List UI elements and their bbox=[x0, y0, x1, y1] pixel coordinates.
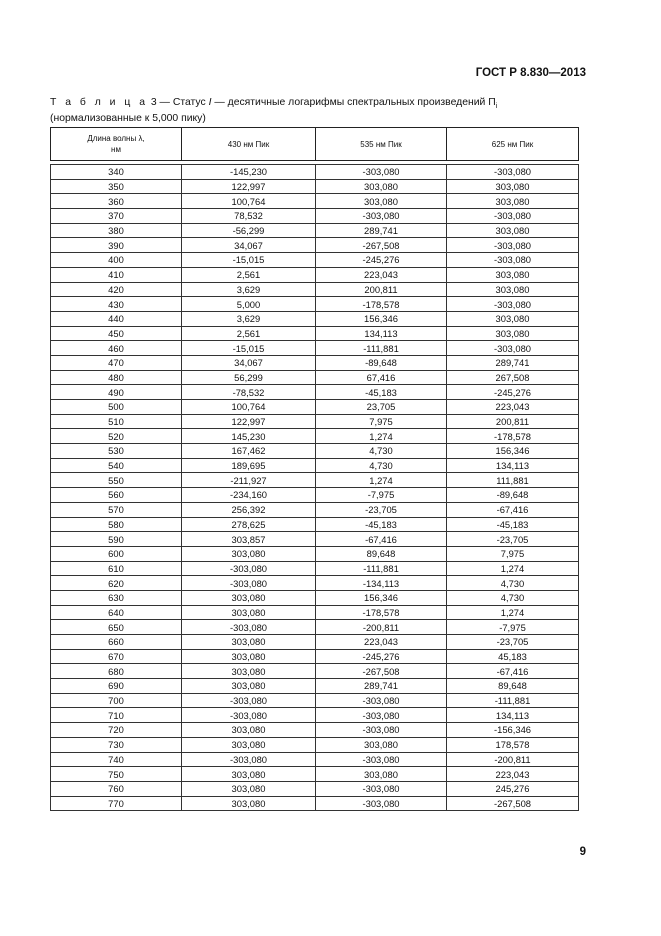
cell-wavelength: 740 bbox=[51, 752, 182, 767]
table-row bbox=[51, 444, 579, 459]
cell-625-peak: 303,080 bbox=[447, 223, 579, 238]
table-row bbox=[51, 488, 579, 503]
cell-535-peak: 156,346 bbox=[316, 311, 447, 326]
cell-430-peak: 303,080 bbox=[182, 664, 316, 679]
cell-625-peak: 45,183 bbox=[447, 649, 579, 664]
cell-wavelength: 750 bbox=[51, 767, 182, 782]
table-row bbox=[51, 458, 579, 473]
cell-625-peak: 223,043 bbox=[447, 400, 579, 415]
caption-subscript: i bbox=[495, 103, 498, 111]
cell-430-peak: 303,080 bbox=[182, 767, 316, 782]
cell-wavelength: 400 bbox=[51, 253, 182, 268]
cell-625-peak: 134,113 bbox=[447, 458, 579, 473]
cell-625-peak: -111,881 bbox=[447, 693, 579, 708]
cell-wavelength: 540 bbox=[51, 458, 182, 473]
cell-wavelength: 710 bbox=[51, 708, 182, 723]
cell-wavelength: 440 bbox=[51, 311, 182, 326]
cell-535-peak: -178,578 bbox=[316, 297, 447, 312]
cell-535-peak: -303,080 bbox=[316, 752, 447, 767]
cell-535-peak: -23,705 bbox=[316, 502, 447, 517]
cell-535-peak: 23,705 bbox=[316, 400, 447, 415]
cell-625-peak: 7,975 bbox=[447, 546, 579, 561]
cell-wavelength: 510 bbox=[51, 414, 182, 429]
cell-535-peak: -267,508 bbox=[316, 664, 447, 679]
cell-430-peak: 2,561 bbox=[182, 326, 316, 341]
cell-430-peak: -15,015 bbox=[182, 341, 316, 356]
table-caption bbox=[50, 97, 590, 125]
table-row bbox=[51, 620, 579, 635]
table-row bbox=[51, 693, 579, 708]
cell-wavelength: 730 bbox=[51, 737, 182, 752]
cell-535-peak: 303,080 bbox=[316, 767, 447, 782]
cell-430-peak: -303,080 bbox=[182, 752, 316, 767]
cell-535-peak: -7,975 bbox=[316, 488, 447, 503]
table-row bbox=[51, 253, 579, 268]
cell-430-peak: 303,080 bbox=[182, 605, 316, 620]
cell-430-peak: -303,080 bbox=[182, 576, 316, 591]
cell-625-peak: 303,080 bbox=[447, 282, 579, 297]
cell-625-peak: -303,080 bbox=[447, 209, 579, 224]
cell-535-peak: -45,183 bbox=[316, 517, 447, 532]
cell-wavelength: 610 bbox=[51, 561, 182, 576]
cell-625-peak: 200,811 bbox=[447, 414, 579, 429]
cell-625-peak: 4,730 bbox=[447, 576, 579, 591]
cell-625-peak: -303,080 bbox=[447, 165, 579, 180]
cell-430-peak: 303,080 bbox=[182, 737, 316, 752]
table-header bbox=[50, 127, 579, 161]
header-535-peak: 535 нм Пик bbox=[316, 128, 447, 161]
cell-535-peak: -303,080 bbox=[316, 165, 447, 180]
cell-625-peak: 303,080 bbox=[447, 326, 579, 341]
cell-625-peak: 303,080 bbox=[447, 179, 579, 194]
table-row bbox=[51, 355, 579, 370]
table-row bbox=[51, 297, 579, 312]
cell-625-peak: -23,705 bbox=[447, 532, 579, 547]
cell-wavelength: 530 bbox=[51, 444, 182, 459]
cell-625-peak: -303,080 bbox=[447, 341, 579, 356]
cell-430-peak: 100,764 bbox=[182, 400, 316, 415]
table-row bbox=[51, 723, 579, 738]
cell-430-peak: 189,695 bbox=[182, 458, 316, 473]
table-row bbox=[51, 370, 579, 385]
cell-535-peak: 4,730 bbox=[316, 444, 447, 459]
cell-430-peak: 56,299 bbox=[182, 370, 316, 385]
cell-wavelength: 470 bbox=[51, 355, 182, 370]
table-row bbox=[51, 223, 579, 238]
cell-625-peak: 303,080 bbox=[447, 267, 579, 282]
table-row bbox=[51, 400, 579, 415]
cell-535-peak: 303,080 bbox=[316, 737, 447, 752]
table-row bbox=[51, 194, 579, 209]
caption-text-tail: (нормализованные к 5,000 пику) bbox=[50, 113, 206, 125]
cell-wavelength: 680 bbox=[51, 664, 182, 679]
cell-430-peak: 78,532 bbox=[182, 209, 316, 224]
cell-535-peak: -303,080 bbox=[316, 781, 447, 796]
header-wavelength: Длина волны λ, нм bbox=[51, 128, 182, 161]
cell-535-peak: 7,975 bbox=[316, 414, 447, 429]
cell-wavelength: 390 bbox=[51, 238, 182, 253]
cell-535-peak: 289,741 bbox=[316, 223, 447, 238]
cell-535-peak: -267,508 bbox=[316, 238, 447, 253]
cell-625-peak: 89,648 bbox=[447, 679, 579, 694]
cell-430-peak: -145,230 bbox=[182, 165, 316, 180]
cell-430-peak: 303,080 bbox=[182, 781, 316, 796]
cell-430-peak: -234,160 bbox=[182, 488, 316, 503]
cell-wavelength: 550 bbox=[51, 473, 182, 488]
table-row bbox=[51, 179, 579, 194]
caption-label: Т а б л и ц а bbox=[50, 97, 148, 108]
table-row bbox=[51, 267, 579, 282]
header-430-peak: 430 нм Пик bbox=[182, 128, 316, 161]
table-row bbox=[51, 385, 579, 400]
cell-625-peak: 267,508 bbox=[447, 370, 579, 385]
cell-625-peak: 289,741 bbox=[447, 355, 579, 370]
cell-535-peak: -303,080 bbox=[316, 209, 447, 224]
cell-wavelength: 700 bbox=[51, 693, 182, 708]
cell-430-peak: 167,462 bbox=[182, 444, 316, 459]
cell-wavelength: 580 bbox=[51, 517, 182, 532]
table-row bbox=[51, 590, 579, 605]
cell-535-peak: -200,811 bbox=[316, 620, 447, 635]
cell-wavelength: 500 bbox=[51, 400, 182, 415]
cell-wavelength: 430 bbox=[51, 297, 182, 312]
cell-wavelength: 410 bbox=[51, 267, 182, 282]
cell-535-peak: 303,080 bbox=[316, 194, 447, 209]
table-row bbox=[51, 473, 579, 488]
cell-430-peak: -56,299 bbox=[182, 223, 316, 238]
cell-535-peak: 156,346 bbox=[316, 590, 447, 605]
cell-535-peak: -303,080 bbox=[316, 723, 447, 738]
cell-wavelength: 770 bbox=[51, 796, 182, 811]
cell-625-peak: -67,416 bbox=[447, 664, 579, 679]
table-row bbox=[51, 517, 579, 532]
cell-625-peak: -89,648 bbox=[447, 488, 579, 503]
cell-430-peak: 303,857 bbox=[182, 532, 316, 547]
cell-wavelength: 360 bbox=[51, 194, 182, 209]
cell-430-peak: 303,080 bbox=[182, 723, 316, 738]
cell-430-peak: 3,629 bbox=[182, 311, 316, 326]
cell-625-peak: 303,080 bbox=[447, 311, 579, 326]
cell-wavelength: 560 bbox=[51, 488, 182, 503]
cell-625-peak: -156,346 bbox=[447, 723, 579, 738]
cell-wavelength: 570 bbox=[51, 502, 182, 517]
cell-430-peak: 2,561 bbox=[182, 267, 316, 282]
table-row bbox=[51, 311, 579, 326]
cell-430-peak: 3,629 bbox=[182, 282, 316, 297]
cell-wavelength: 350 bbox=[51, 179, 182, 194]
cell-535-peak: -45,183 bbox=[316, 385, 447, 400]
cell-535-peak: -111,881 bbox=[316, 561, 447, 576]
cell-625-peak: -267,508 bbox=[447, 796, 579, 811]
cell-625-peak: -23,705 bbox=[447, 635, 579, 650]
cell-wavelength: 670 bbox=[51, 649, 182, 664]
cell-535-peak: 67,416 bbox=[316, 370, 447, 385]
cell-wavelength: 690 bbox=[51, 679, 182, 694]
cell-535-peak: -89,648 bbox=[316, 355, 447, 370]
cell-wavelength: 720 bbox=[51, 723, 182, 738]
cell-430-peak: -15,015 bbox=[182, 253, 316, 268]
caption-text-pre: 3 — Статус bbox=[148, 97, 209, 108]
cell-430-peak: 303,080 bbox=[182, 635, 316, 650]
cell-625-peak: -303,080 bbox=[447, 253, 579, 268]
table-row bbox=[51, 429, 579, 444]
table-row bbox=[51, 502, 579, 517]
cell-535-peak: -67,416 bbox=[316, 532, 447, 547]
page-number: 9 bbox=[579, 846, 586, 858]
header-625-peak: 625 нм Пик bbox=[447, 128, 579, 161]
cell-430-peak: 122,997 bbox=[182, 179, 316, 194]
cell-wavelength: 760 bbox=[51, 781, 182, 796]
table-row bbox=[51, 737, 579, 752]
cell-625-peak: 303,080 bbox=[447, 194, 579, 209]
cell-535-peak: 303,080 bbox=[316, 179, 447, 194]
cell-430-peak: 303,080 bbox=[182, 796, 316, 811]
cell-wavelength: 640 bbox=[51, 605, 182, 620]
cell-535-peak: -245,276 bbox=[316, 649, 447, 664]
cell-wavelength: 590 bbox=[51, 532, 182, 547]
cell-625-peak: -45,183 bbox=[447, 517, 579, 532]
cell-625-peak: -303,080 bbox=[447, 297, 579, 312]
cell-625-peak: 1,274 bbox=[447, 605, 579, 620]
cell-625-peak: 111,881 bbox=[447, 473, 579, 488]
table-row bbox=[51, 546, 579, 561]
cell-625-peak: 245,276 bbox=[447, 781, 579, 796]
cell-535-peak: -303,080 bbox=[316, 708, 447, 723]
cell-430-peak: 34,067 bbox=[182, 355, 316, 370]
cell-430-peak: -211,927 bbox=[182, 473, 316, 488]
cell-wavelength: 450 bbox=[51, 326, 182, 341]
cell-wavelength: 370 bbox=[51, 209, 182, 224]
cell-535-peak: -245,276 bbox=[316, 253, 447, 268]
cell-535-peak: 89,648 bbox=[316, 546, 447, 561]
data-table-body bbox=[51, 165, 579, 811]
table-row bbox=[51, 326, 579, 341]
table-row bbox=[51, 752, 579, 767]
cell-430-peak: -78,532 bbox=[182, 385, 316, 400]
table-row bbox=[51, 664, 579, 679]
cell-535-peak: 223,043 bbox=[316, 267, 447, 282]
cell-wavelength: 460 bbox=[51, 341, 182, 356]
table-row bbox=[51, 767, 579, 782]
table-row bbox=[51, 605, 579, 620]
cell-430-peak: -303,080 bbox=[182, 693, 316, 708]
table-row bbox=[51, 679, 579, 694]
cell-535-peak: 1,274 bbox=[316, 429, 447, 444]
cell-535-peak: 289,741 bbox=[316, 679, 447, 694]
cell-625-peak: -200,811 bbox=[447, 752, 579, 767]
cell-535-peak: 134,113 bbox=[316, 326, 447, 341]
cell-wavelength: 630 bbox=[51, 590, 182, 605]
cell-535-peak: 1,274 bbox=[316, 473, 447, 488]
cell-430-peak: 303,080 bbox=[182, 649, 316, 664]
cell-430-peak: 145,230 bbox=[182, 429, 316, 444]
table-row bbox=[51, 209, 579, 224]
cell-625-peak: 223,043 bbox=[447, 767, 579, 782]
cell-430-peak: -303,080 bbox=[182, 620, 316, 635]
cell-wavelength: 600 bbox=[51, 546, 182, 561]
cell-430-peak: 303,080 bbox=[182, 679, 316, 694]
cell-wavelength: 660 bbox=[51, 635, 182, 650]
cell-535-peak: -178,578 bbox=[316, 605, 447, 620]
cell-430-peak: 256,392 bbox=[182, 502, 316, 517]
cell-625-peak: 178,578 bbox=[447, 737, 579, 752]
cell-535-peak: -134,113 bbox=[316, 576, 447, 591]
table-row bbox=[51, 708, 579, 723]
table-row bbox=[51, 635, 579, 650]
caption-text-post: — десятичные логарифмы спектральных произведений П bbox=[211, 97, 496, 108]
cell-625-peak: -178,578 bbox=[447, 429, 579, 444]
table-row bbox=[51, 238, 579, 253]
cell-535-peak: -111,881 bbox=[316, 341, 447, 356]
cell-430-peak: 122,997 bbox=[182, 414, 316, 429]
table-row bbox=[51, 532, 579, 547]
cell-wavelength: 340 bbox=[51, 165, 182, 180]
cell-625-peak: 1,274 bbox=[447, 561, 579, 576]
cell-625-peak: -67,416 bbox=[447, 502, 579, 517]
table-row bbox=[51, 414, 579, 429]
standard-designation: ГОСТ Р 8.830—2013 bbox=[475, 67, 586, 79]
table-row bbox=[51, 561, 579, 576]
cell-535-peak: 223,043 bbox=[316, 635, 447, 650]
cell-430-peak: 34,067 bbox=[182, 238, 316, 253]
cell-625-peak: -245,276 bbox=[447, 385, 579, 400]
cell-wavelength: 650 bbox=[51, 620, 182, 635]
cell-430-peak: -303,080 bbox=[182, 708, 316, 723]
cell-430-peak: 303,080 bbox=[182, 546, 316, 561]
cell-430-peak: -303,080 bbox=[182, 561, 316, 576]
cell-430-peak: 278,625 bbox=[182, 517, 316, 532]
cell-wavelength: 420 bbox=[51, 282, 182, 297]
cell-wavelength: 620 bbox=[51, 576, 182, 591]
cell-wavelength: 490 bbox=[51, 385, 182, 400]
cell-wavelength: 380 bbox=[51, 223, 182, 238]
table-row bbox=[51, 341, 579, 356]
cell-625-peak: 134,113 bbox=[447, 708, 579, 723]
cell-535-peak: 200,811 bbox=[316, 282, 447, 297]
table-row bbox=[51, 576, 579, 591]
cell-625-peak: 4,730 bbox=[447, 590, 579, 605]
cell-wavelength: 480 bbox=[51, 370, 182, 385]
caption-status: I bbox=[208, 97, 212, 108]
cell-wavelength: 520 bbox=[51, 429, 182, 444]
table-row bbox=[51, 282, 579, 297]
cell-535-peak: -303,080 bbox=[316, 796, 447, 811]
table-row bbox=[51, 796, 579, 811]
cell-430-peak: 5,000 bbox=[182, 297, 316, 312]
header-row bbox=[51, 128, 579, 161]
cell-625-peak: 156,346 bbox=[447, 444, 579, 459]
table-row bbox=[51, 781, 579, 796]
table-row bbox=[51, 165, 579, 180]
data-table bbox=[50, 164, 579, 811]
cell-430-peak: 303,080 bbox=[182, 590, 316, 605]
cell-430-peak: 100,764 bbox=[182, 194, 316, 209]
cell-535-peak: 4,730 bbox=[316, 458, 447, 473]
cell-535-peak: -303,080 bbox=[316, 693, 447, 708]
cell-625-peak: -303,080 bbox=[447, 238, 579, 253]
table-row bbox=[51, 649, 579, 664]
cell-625-peak: -7,975 bbox=[447, 620, 579, 635]
